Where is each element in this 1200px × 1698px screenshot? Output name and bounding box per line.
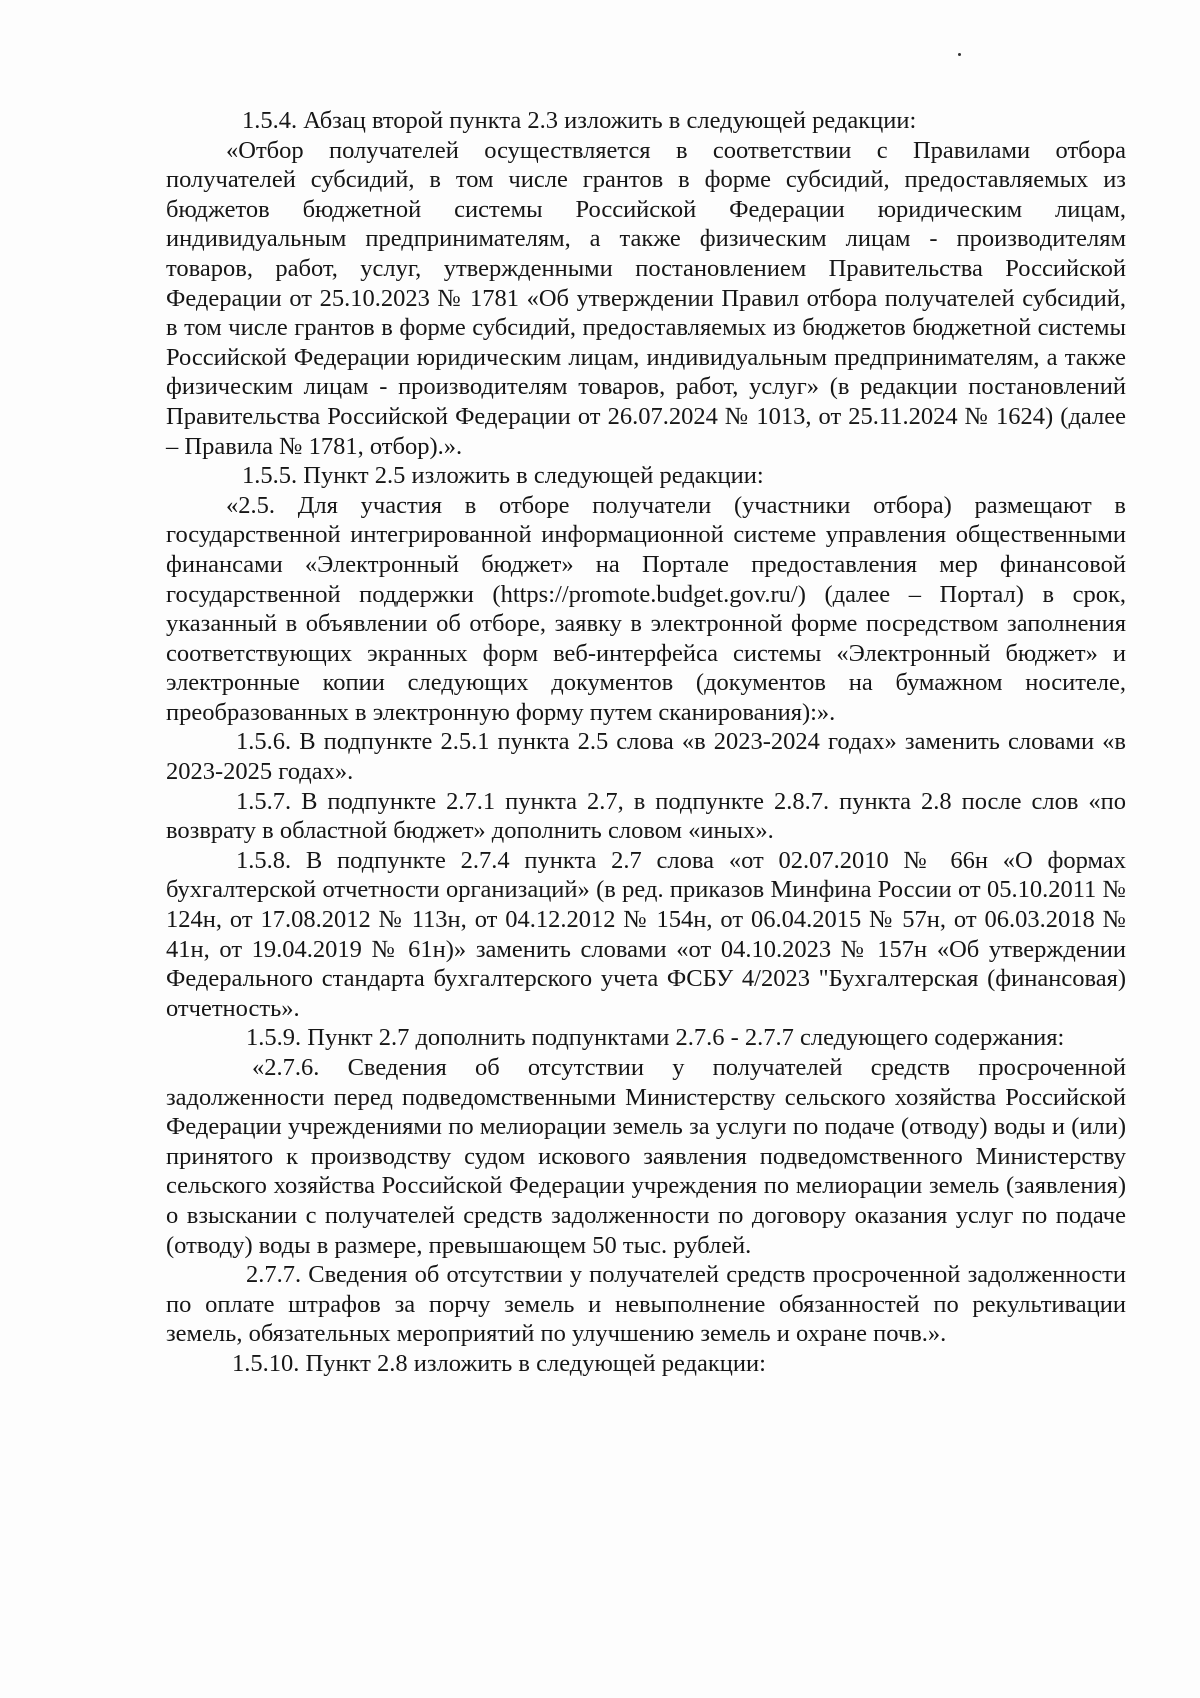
paragraph-quote-2-7-6: «2.7.6. Сведения об отсутствии у получателей средств просроченной задолженности перед подведомственными Министерству сельского хозяйства Российской Федерации учреждениями по мелиорации земель за услуги по подаче (отводу) воды и (или) принятого к производству судом искового заявления подведомственного Министерству сельского хозяйства Российской Федерации учреждения по мелиорации земель (заявления) о взыскании с получателей средств задолженности по договору оказания услуг по подаче (отводу) воды в размере, превышающем 50 тыс. рублей. [166, 1054, 1126, 1259]
paragraph-1-5-7: 1.5.7. В подпункте 2.7.1 пункта 2.7, в подпункте 2.8.7. пункта 2.8 после слов «по возврату в областной бюджет» дополнить словом «иных». [166, 787, 1126, 845]
paragraph-quote-selection-rules: «Отбор получателей осуществляется в соответствии с Правилами отбора получателей субсидий, в том числе грантов в форме субсидий, предоставляемых из бюджетов бюджетной системы Российской Федерации юридическим лицам, индивидуальным предпринимателям, а также физическим лицам - производителям товаров, работ, услуг, утвержденными постановлением Правительства Российской Федерации от 25.10.2023 № 1781 «Об утверждении Правил отбора получателей субсидий, в том числе грантов в форме субсидий, предоставляемых из бюджетов бюджетной системы Российской Федерации юридическим лицам, индивидуальным предпринимателям, а также физическим лицам - производителям товаров, работ, услуг» (в редакции постановлений Правительства Российской Федерации от 26.07.2024 № 1013, от 25.11.2024 № 1624) (далее – Правила № 1781, отбор).». [166, 136, 1126, 460]
paragraph-1-5-4: 1.5.4. Абзац второй пункта 2.3 изложить в следующей редакции: [242, 107, 917, 134]
paragraph-1-5-8: 1.5.8. В подпункте 2.7.4 пункта 2.7 слова «от 02.07.2010 № 66н «О формах бухгалтерской отчетности организаций» (в ред. приказов Минфина России от 05.10.2011 № 124н, от 17.08.2012 № 113н, от 04.12.2012 № 154н, от 06.04.2015 № 57н, от 06.03.2018 № 41н, от 19.04.2019 № 61н)» заменить словами «от 04.10.2023 № 157н «Об утверждении Федерального стандарта бухгалтерского учета ФСБУ 4/2023 "Бухгалтерская (финансовая) отчетность». [166, 846, 1126, 1022]
paragraph-quote-2-5: «2.5. Для участия в отборе получатели (участники отбора) размещают в государственной интегрированной информационной системе управления общественными финансами «Электронный бюджет» на Портале предоставления мер финансовой государственной поддержки (https://promote.budget.gov.ru/) (далее – Портал) в срок, указанный в объявлении об отборе, заявку в электронной форме посредством заполнения соответствующих экранных форм веб-интерфейса системы «Электронный бюджет» и электронные копии следующих документов (документов на бумажном носителе, преобразованных в электронную форму путем сканирования):». [166, 491, 1126, 726]
document-body [166, 106, 1126, 1379]
paragraph-1-5-10: 1.5.10. Пункт 2.8 изложить в следующей редакции: [232, 1349, 766, 1377]
paragraph-1-5-6: 1.5.6. В подпункте 2.5.1 пункта 2.5 слова «в 2023-2024 годах» заменить словами «в 2023-2025 годах». [166, 728, 1126, 786]
scan-speck [958, 53, 961, 56]
paragraph-1-5-5: 1.5.5. Пункт 2.5 изложить в следующей редакции: [242, 462, 764, 490]
paragraph-2-7-7: 2.7.7. Сведения об отсутствии у получателей средств просроченной задолженности по оплате штрафов за порчу земель и невыполнение обязанностей по рекультивации земель, обязательных мероприятий по улучшению земель и охране почв.». [166, 1261, 1126, 1348]
paragraph-1-5-9: 1.5.9. Пункт 2.7 дополнить подпунктами 2.7.6 - 2.7.7 следующего содержания: [246, 1024, 1065, 1052]
